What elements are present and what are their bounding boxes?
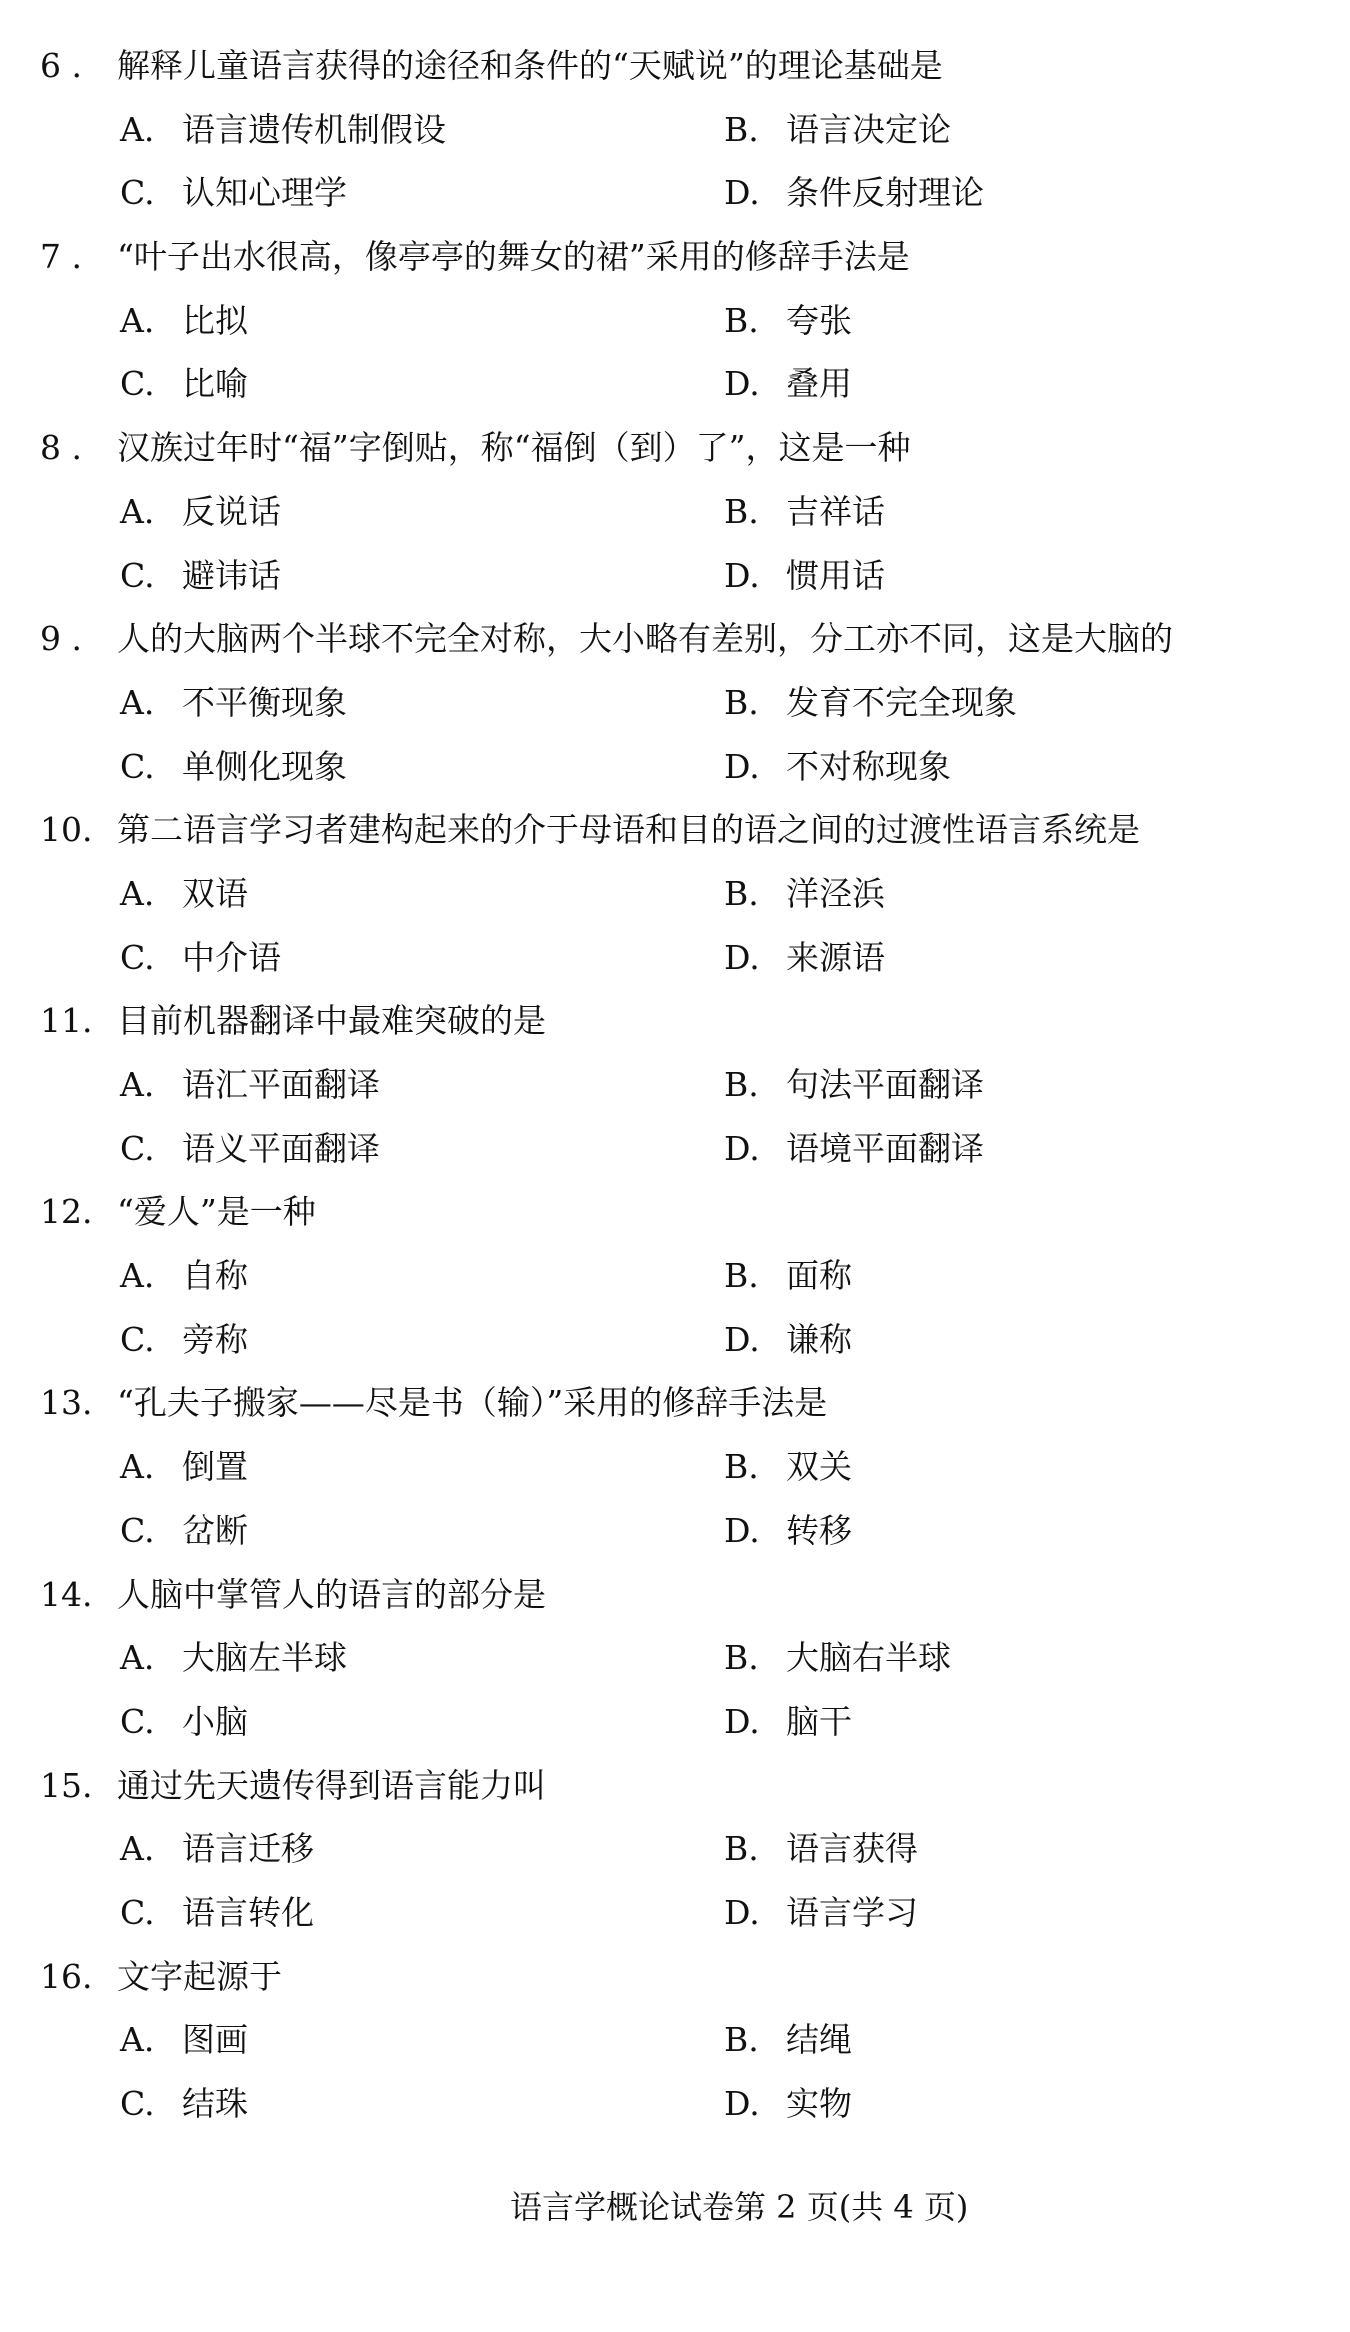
option-text: 自称	[182, 1256, 248, 1296]
question-text: 第二语言学习者建构起来的介于母语和目的语之间的过渡性语言系统是	[117, 810, 1140, 850]
option-text: 双语	[182, 873, 248, 913]
option-text: 比喻	[182, 364, 248, 404]
answer-option	[724, 544, 885, 608]
option-row	[0, 352, 1350, 416]
option-text: 语言获得	[786, 1829, 918, 1869]
option-letter: C.	[120, 1701, 155, 1741]
option-letter: D.	[724, 1319, 760, 1359]
option-text: 结绳	[786, 2020, 852, 2060]
question-stem	[0, 1180, 1350, 1244]
page-footer: 语言学概论试卷第 2 页(共 4 页)	[510, 2188, 969, 2226]
answer-option	[724, 1817, 918, 1881]
answer-option	[724, 480, 885, 544]
option-text: 倒置	[182, 1447, 248, 1487]
option-text: 岔断	[182, 1510, 248, 1550]
answer-option	[724, 1690, 852, 1754]
answer-option	[724, 352, 852, 416]
answer-option	[120, 1053, 380, 1117]
option-text: 谦称	[786, 1319, 852, 1359]
question-text: 人的大脑两个半球不完全对称，大小略有差别，分工亦不同，这是大脑的	[117, 619, 1173, 659]
option-row	[0, 2072, 1350, 2136]
answer-option	[724, 161, 984, 225]
answer-option	[120, 1626, 347, 1690]
answer-option	[724, 1308, 852, 1372]
answer-option	[120, 1881, 314, 1945]
option-row	[0, 544, 1350, 608]
option-text: 语言学习	[786, 1892, 918, 1932]
option-letter: C.	[120, 2084, 155, 2123]
answer-option	[120, 161, 347, 225]
answer-option	[724, 1244, 852, 1308]
option-letter: B.	[724, 1638, 759, 1678]
option-row	[0, 1690, 1350, 1754]
option-text: 吉祥话	[786, 491, 885, 531]
question-number: 11.	[40, 1001, 93, 1041]
option-letter: B.	[724, 873, 759, 913]
option-text: 发育不完全现象	[786, 682, 1017, 722]
question-stem	[0, 989, 1350, 1053]
option-row	[0, 161, 1350, 225]
option-row	[0, 480, 1350, 544]
option-letter: B.	[724, 491, 759, 531]
option-letter: A.	[120, 1447, 155, 1487]
answer-option	[120, 1499, 248, 1563]
option-letter: B.	[724, 1256, 759, 1296]
question-stem	[0, 798, 1350, 862]
question-text: 人脑中掌管人的语言的部分是	[117, 1574, 546, 1614]
answer-option	[120, 98, 446, 162]
option-text: 不平衡现象	[182, 682, 347, 722]
option-letter: C.	[120, 555, 155, 595]
question-number: 14.	[40, 1574, 93, 1614]
option-letter: A.	[120, 1638, 155, 1678]
option-text: 不对称现象	[786, 746, 951, 786]
answer-option	[724, 2072, 852, 2136]
option-row	[0, 1117, 1350, 1181]
option-row	[0, 1053, 1350, 1117]
option-letter: C.	[120, 1319, 155, 1359]
answer-option	[724, 1881, 918, 1945]
question-text: “叶子出水很高，像亭亭的舞女的裙”采用的修辞手法是	[117, 237, 910, 277]
question-text: 通过先天遗传得到语言能力叫	[117, 1765, 546, 1805]
option-text: 惯用话	[786, 555, 885, 595]
exam-page	[0, 34, 1350, 2136]
option-letter: A.	[120, 1829, 155, 1869]
question-number: 6 .	[40, 46, 82, 85]
option-text: 双关	[786, 1447, 852, 1487]
answer-option	[120, 1244, 248, 1308]
question-stem	[0, 34, 1350, 98]
answer-option	[724, 926, 885, 990]
option-letter: D.	[724, 1892, 760, 1932]
answer-option	[724, 1435, 852, 1499]
option-row	[0, 862, 1350, 926]
question-text: “孔夫子搬家——尽是书（输）”采用的修辞手法是	[117, 1383, 828, 1423]
option-letter: D.	[724, 555, 760, 595]
option-letter: A.	[120, 491, 155, 531]
option-letter: C.	[120, 1128, 155, 1168]
option-text: 语汇平面翻译	[182, 1065, 380, 1104]
option-text: 转移	[786, 1510, 852, 1550]
question-text: 文字起源于	[117, 1956, 282, 1996]
question-number: 8 .	[40, 428, 82, 468]
option-text: 大脑左半球	[182, 1638, 347, 1678]
answer-option	[120, 1117, 380, 1181]
option-text: 认知心理学	[182, 173, 347, 213]
option-row	[0, 289, 1350, 353]
option-letter: B.	[724, 1829, 759, 1869]
option-letter: C.	[120, 1892, 155, 1932]
option-text: 大脑右半球	[786, 1638, 951, 1678]
option-letter: C.	[120, 746, 155, 786]
option-row	[0, 2008, 1350, 2072]
option-row	[0, 671, 1350, 735]
answer-option	[120, 1817, 314, 1881]
option-text: 语义平面翻译	[182, 1128, 380, 1168]
option-letter: D.	[724, 937, 760, 977]
option-row	[0, 1499, 1350, 1563]
option-text: 结珠	[182, 2084, 248, 2123]
answer-option	[120, 544, 281, 608]
option-text: 句法平面翻译	[786, 1065, 984, 1104]
answer-option	[724, 1499, 852, 1563]
option-text: 脑干	[786, 1701, 852, 1741]
option-text: 夸张	[786, 300, 852, 340]
option-row	[0, 1626, 1350, 1690]
question-stem	[0, 607, 1350, 671]
option-row	[0, 98, 1350, 162]
option-letter: A.	[120, 1065, 155, 1104]
option-row	[0, 1308, 1350, 1372]
option-text: 叠用	[786, 364, 852, 404]
option-letter: B.	[724, 300, 759, 340]
option-text: 语境平面翻译	[786, 1128, 984, 1168]
option-letter: C.	[120, 937, 155, 977]
option-text: 条件反射理论	[786, 173, 984, 213]
answer-option	[120, 289, 248, 353]
answer-option	[724, 1117, 984, 1181]
option-letter: D.	[724, 1510, 760, 1550]
option-row	[0, 735, 1350, 799]
option-letter: D.	[724, 2084, 760, 2123]
question-stem	[0, 1754, 1350, 1818]
option-text: 比拟	[182, 300, 248, 340]
question-text: 目前机器翻译中最难突破的是	[117, 1001, 546, 1041]
option-text: 旁称	[182, 1319, 248, 1359]
option-letter: A.	[120, 300, 155, 340]
option-row	[0, 926, 1350, 990]
option-row	[0, 1817, 1350, 1881]
answer-option	[724, 1626, 951, 1690]
option-letter: B.	[724, 682, 759, 722]
option-text: 洋泾浜	[786, 873, 885, 913]
option-letter: C.	[120, 1510, 155, 1550]
answer-option	[724, 735, 951, 799]
question-stem	[0, 1563, 1350, 1627]
answer-option	[120, 735, 347, 799]
question-stem	[0, 1945, 1350, 2009]
option-text: 图画	[182, 2020, 248, 2060]
option-letter: A.	[120, 873, 155, 913]
question-number: 15.	[40, 1765, 93, 1805]
answer-option	[724, 2008, 852, 2072]
option-letter: C.	[120, 173, 155, 213]
answer-option	[120, 1308, 248, 1372]
question-number: 7 .	[40, 237, 82, 277]
question-number: 10.	[40, 810, 93, 850]
option-letter: C.	[120, 364, 155, 404]
option-text: 来源语	[786, 937, 885, 977]
option-letter: A.	[120, 682, 155, 722]
question-stem	[0, 416, 1350, 480]
option-text: 避讳话	[182, 555, 281, 595]
option-text: 语言迁移	[182, 1829, 314, 1869]
option-text: 面称	[786, 1256, 852, 1296]
answer-option	[120, 671, 347, 735]
answer-option	[120, 862, 248, 926]
answer-option	[724, 862, 885, 926]
option-row	[0, 1435, 1350, 1499]
answer-option	[724, 289, 852, 353]
option-letter: D.	[724, 1128, 760, 1168]
question-number: 16.	[40, 1956, 93, 1996]
option-text: 单侧化现象	[182, 746, 347, 786]
option-row	[0, 1881, 1350, 1945]
option-text: 语言转化	[182, 1892, 314, 1932]
question-text: 解释儿童语言获得的途径和条件的“天赋说”的理论基础是	[117, 46, 943, 85]
option-text: 实物	[786, 2084, 852, 2123]
option-text: 反说话	[182, 491, 281, 531]
option-text: 语言决定论	[786, 109, 951, 149]
option-letter: B.	[724, 2020, 759, 2060]
option-letter: D.	[724, 746, 760, 786]
option-row	[0, 1244, 1350, 1308]
question-number: 12.	[40, 1192, 93, 1232]
option-letter: D.	[724, 173, 760, 213]
answer-option	[120, 1435, 248, 1499]
option-letter: D.	[724, 364, 760, 404]
option-letter: A.	[120, 109, 155, 149]
question-number: 9 .	[40, 619, 82, 659]
question-stem	[0, 1371, 1350, 1435]
option-letter: A.	[120, 2020, 155, 2060]
option-text: 语言遗传机制假设	[182, 109, 446, 149]
answer-option	[120, 2008, 248, 2072]
question-number: 13.	[40, 1383, 93, 1423]
answer-option	[724, 671, 1017, 735]
option-letter: B.	[724, 1065, 759, 1104]
answer-option	[120, 926, 281, 990]
option-text: 中介语	[182, 937, 281, 977]
question-stem	[0, 225, 1350, 289]
answer-option	[120, 2072, 248, 2136]
answer-option	[120, 352, 248, 416]
question-text: “爱人”是一种	[117, 1192, 316, 1232]
question-text: 汉族过年时“福”字倒贴，称“福倒（到）了”，这是一种	[117, 428, 911, 468]
option-letter: D.	[724, 1701, 760, 1741]
option-letter: A.	[120, 1256, 155, 1296]
answer-option	[724, 98, 951, 162]
option-letter: B.	[724, 1447, 759, 1487]
option-letter: B.	[724, 109, 759, 149]
answer-option	[724, 1053, 984, 1117]
option-text: 小脑	[182, 1701, 248, 1741]
answer-option	[120, 1690, 248, 1754]
answer-option	[120, 480, 281, 544]
